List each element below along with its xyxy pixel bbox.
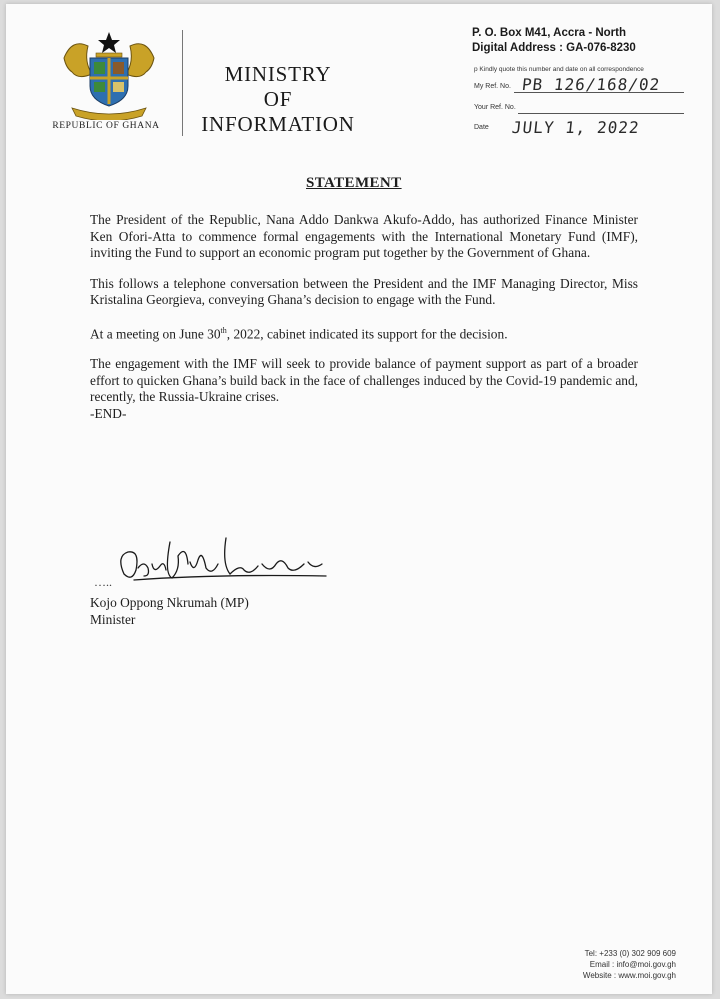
contact-email: Email : info@moi.gov.gh xyxy=(589,960,676,969)
paragraph-2: This follows a telephone conversation between the President and the IMF Managing Director, Miss Kristalina Georgieva, conveying Ghana’s decision to engage with the Fund. xyxy=(90,275,638,307)
quote-note: p Kindly quote this number and date on all correspondence xyxy=(474,66,644,73)
date-value: JULY 1, 2022 xyxy=(511,118,641,137)
ministry-line-2: OF xyxy=(263,87,293,111)
end-marker: -END- xyxy=(90,405,127,421)
my-ref-value: PB 126/168/02 xyxy=(521,75,662,94)
your-ref-line xyxy=(518,113,684,114)
republic-of-ghana-label: REPUBLIC OF GHANA xyxy=(52,121,160,131)
ministry-line-3: INFORMATION xyxy=(201,112,355,136)
ghana-coat-of-arms-icon xyxy=(58,28,160,120)
contact-website: Website : www.moi.gov.gh xyxy=(582,971,676,980)
letterhead-divider xyxy=(182,30,183,136)
your-ref-label: Your Ref. No. xyxy=(474,104,516,111)
contact-tel: Tel: +233 (0) 302 909 609 xyxy=(584,949,676,958)
signatory-name: Kojo Oppong Nkrumah (MP) xyxy=(90,595,249,610)
paragraph-3 xyxy=(90,323,638,343)
paragraph-1: The President of the Republic, Nana Addo Dankwa Akufo-Addo, has authorized Finance Minister Ken Ofori-Atta to commence formal engagements with the International Monetary Fund (IMF), inviting the Fund to support an economic program put together by the Government of Ghana. xyxy=(90,212,638,260)
ministry-line-1: MINISTRY xyxy=(224,62,332,86)
statement-body xyxy=(90,212,638,422)
paragraph-3-start: At a meeting on June 30 xyxy=(90,325,221,341)
address-block xyxy=(472,26,636,56)
statement-title: STATEMENT xyxy=(306,175,402,191)
signature-dots: ….. xyxy=(94,575,112,589)
date-label: Date xyxy=(474,124,489,131)
signature-image xyxy=(94,534,334,594)
signatory-role: Minister xyxy=(90,612,136,627)
ministry-name xyxy=(190,62,366,137)
paragraph-3-sup: th xyxy=(220,325,227,335)
signatory-block xyxy=(90,594,249,628)
paragraph-4: The engagement with the IMF will seek to provide balance of payment support as part of a broader effort to quicken Ghana’s build back in the face of challenges induced by the Covid-19 pandemic and, recently, the Russia-Ukraine crises. xyxy=(90,356,638,405)
po-box: P. O. Box M41, Accra - North xyxy=(472,27,627,39)
letter-page xyxy=(6,4,712,994)
contact-footer xyxy=(526,948,676,981)
paragraph-3-end: , 2022, cabinet indicated its support for the decision. xyxy=(226,325,508,341)
my-ref-label: My Ref. No. xyxy=(474,83,511,90)
digital-address: Digital Address : GA-076-8230 xyxy=(472,42,636,54)
